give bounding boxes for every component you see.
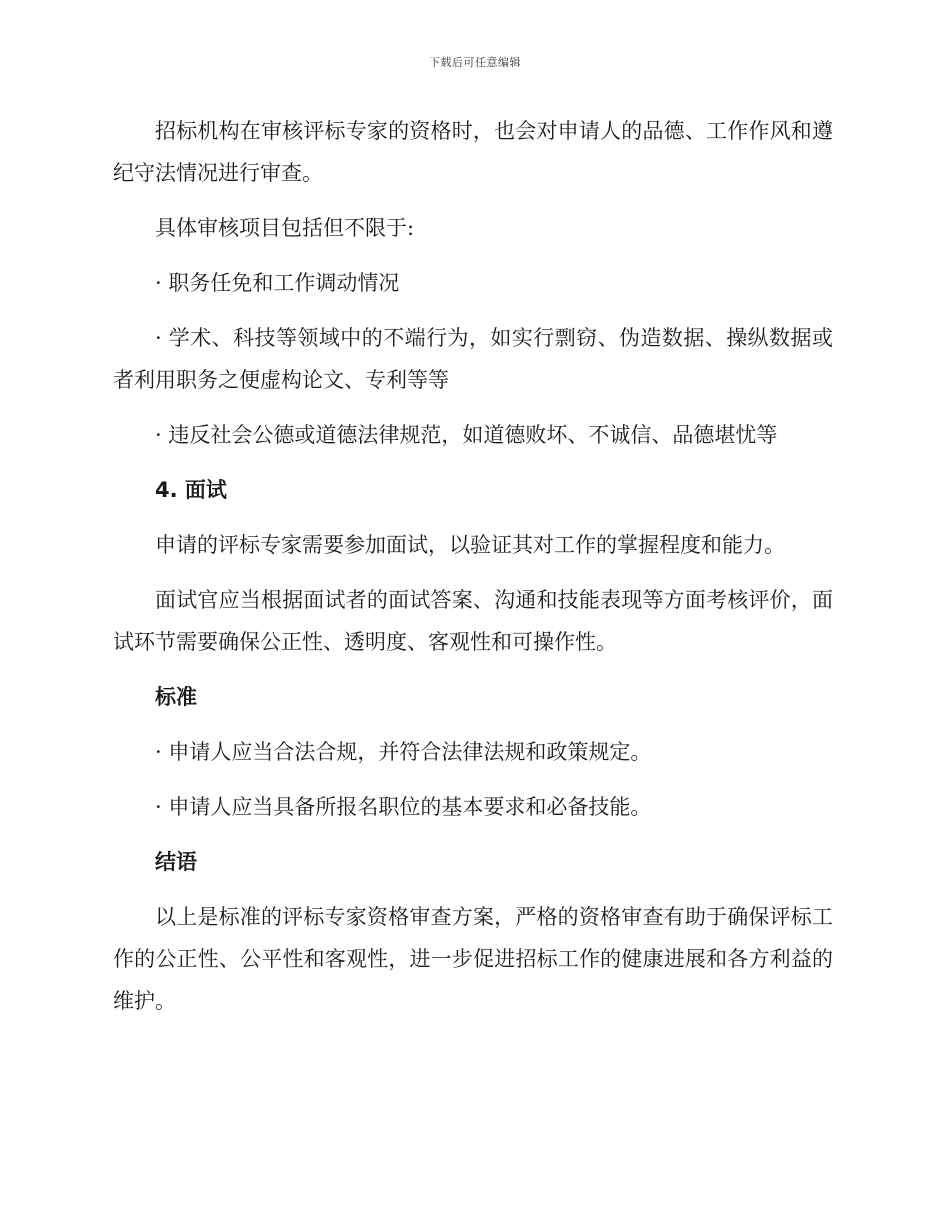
bullet-legal-compliance: · 申请人应当合法合规，并符合法律法规和政策规定。 <box>155 740 652 764</box>
bullet-job-appointment: · 职务任免和工作调动情况 <box>155 271 400 295</box>
paragraph-review-conduct: 招标机构在审核评标专家的资格时，也会对申请人的品德、工作作风和遵纪守法情况进行审查。 <box>113 119 833 185</box>
page-header: 下载后可任意编辑 <box>429 56 521 69</box>
paragraph-interview-purpose: 申请的评标专家需要参加面试，以验证其对工作的掌握程度和能力。 <box>155 533 785 557</box>
paragraph-review-items-intro: 具体审核项目包括但不限于: <box>155 216 415 240</box>
heading-conclusion: 结语 <box>155 850 197 874</box>
paragraph-conclusion: 以上是标准的评标专家资格审查方案，严格的资格审查有助于确保评标工作的公正性、公平性和客观性，进一步促进招标工作的健康进展和各方利益的维护。 <box>113 905 833 1013</box>
paragraph-interview-evaluation: 面试官应当根据面试者的面试答案、沟通和技能表现等方面考核评价，面试环节需要确保公正性、透明度、客观性和可操作性。 <box>113 588 833 654</box>
document-body <box>113 110 833 1035</box>
bullet-academic-misconduct: · 学术、科技等领域中的不端行为，如实行剽窃、伪造数据、操纵数据或者利用职务之便虚构论文、专利等等 <box>113 326 833 392</box>
heading-standards: 标准 <box>155 685 197 709</box>
heading-interview: 4. 面试 <box>155 478 227 502</box>
bullet-social-ethics: · 违反社会公德或道德法律规范，如道德败坏、不诚信、品德堪忧等 <box>155 423 778 447</box>
bullet-basic-requirements: · 申请人应当具备所报名职位的基本要求和必备技能。 <box>155 795 652 819</box>
